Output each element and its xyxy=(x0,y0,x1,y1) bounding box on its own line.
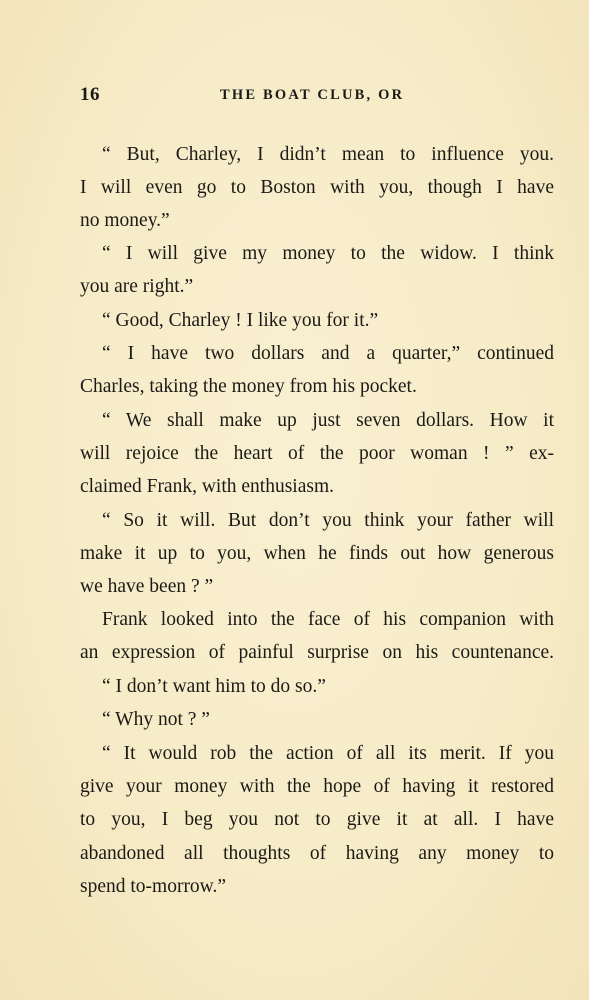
text-line: spend to-morrow.” xyxy=(80,876,227,897)
text-line: an expression of painful surprise on his countenance. xyxy=(80,642,554,663)
page-header xyxy=(80,84,554,110)
text-line: “ So it will. But don’t you think your father will xyxy=(102,510,554,531)
text-line: “ I will give my money to the widow. I think xyxy=(102,243,554,264)
text-line: Charles, taking the money from his pocket. xyxy=(80,376,417,397)
text-line: give your money with the hope of having it restored xyxy=(80,776,554,797)
text-line: “ We shall make up just seven dollars. How it xyxy=(102,410,554,431)
text-line: “ Why not ? ” xyxy=(102,709,210,730)
text-line: abandoned all thoughts of having any money to xyxy=(80,843,554,864)
text-line: will rejoice the heart of the poor woman ! ” ex- xyxy=(80,443,554,464)
text-line: Frank looked into the face of his companion with xyxy=(102,609,554,630)
text-line: to you, I beg you not to give it at all. I have xyxy=(80,809,554,830)
page-number: 16 xyxy=(80,84,100,105)
text-line: “ I don’t want him to do so.” xyxy=(102,676,326,697)
text-line: you are right.” xyxy=(80,276,194,297)
text-line: “ Good, Charley ! I like you for it.” xyxy=(102,310,379,331)
text-line: “ It would rob the action of all its merit. If you xyxy=(102,743,554,764)
text-line: claimed Frank, with enthusiasm. xyxy=(80,476,334,497)
text-line: “ I have two dollars and a quarter,” continued xyxy=(102,343,554,364)
text-line: I will even go to Boston with you, though I have xyxy=(80,177,554,198)
running-head: THE BOAT CLUB, OR xyxy=(220,87,405,103)
text-line: make it up to you, when he finds out how generous xyxy=(80,543,554,564)
text-line: “ But, Charley, I didn’t mean to influence you. xyxy=(102,144,554,165)
text-line: we have been ? ” xyxy=(80,576,214,597)
text-line: no money.” xyxy=(80,210,170,231)
